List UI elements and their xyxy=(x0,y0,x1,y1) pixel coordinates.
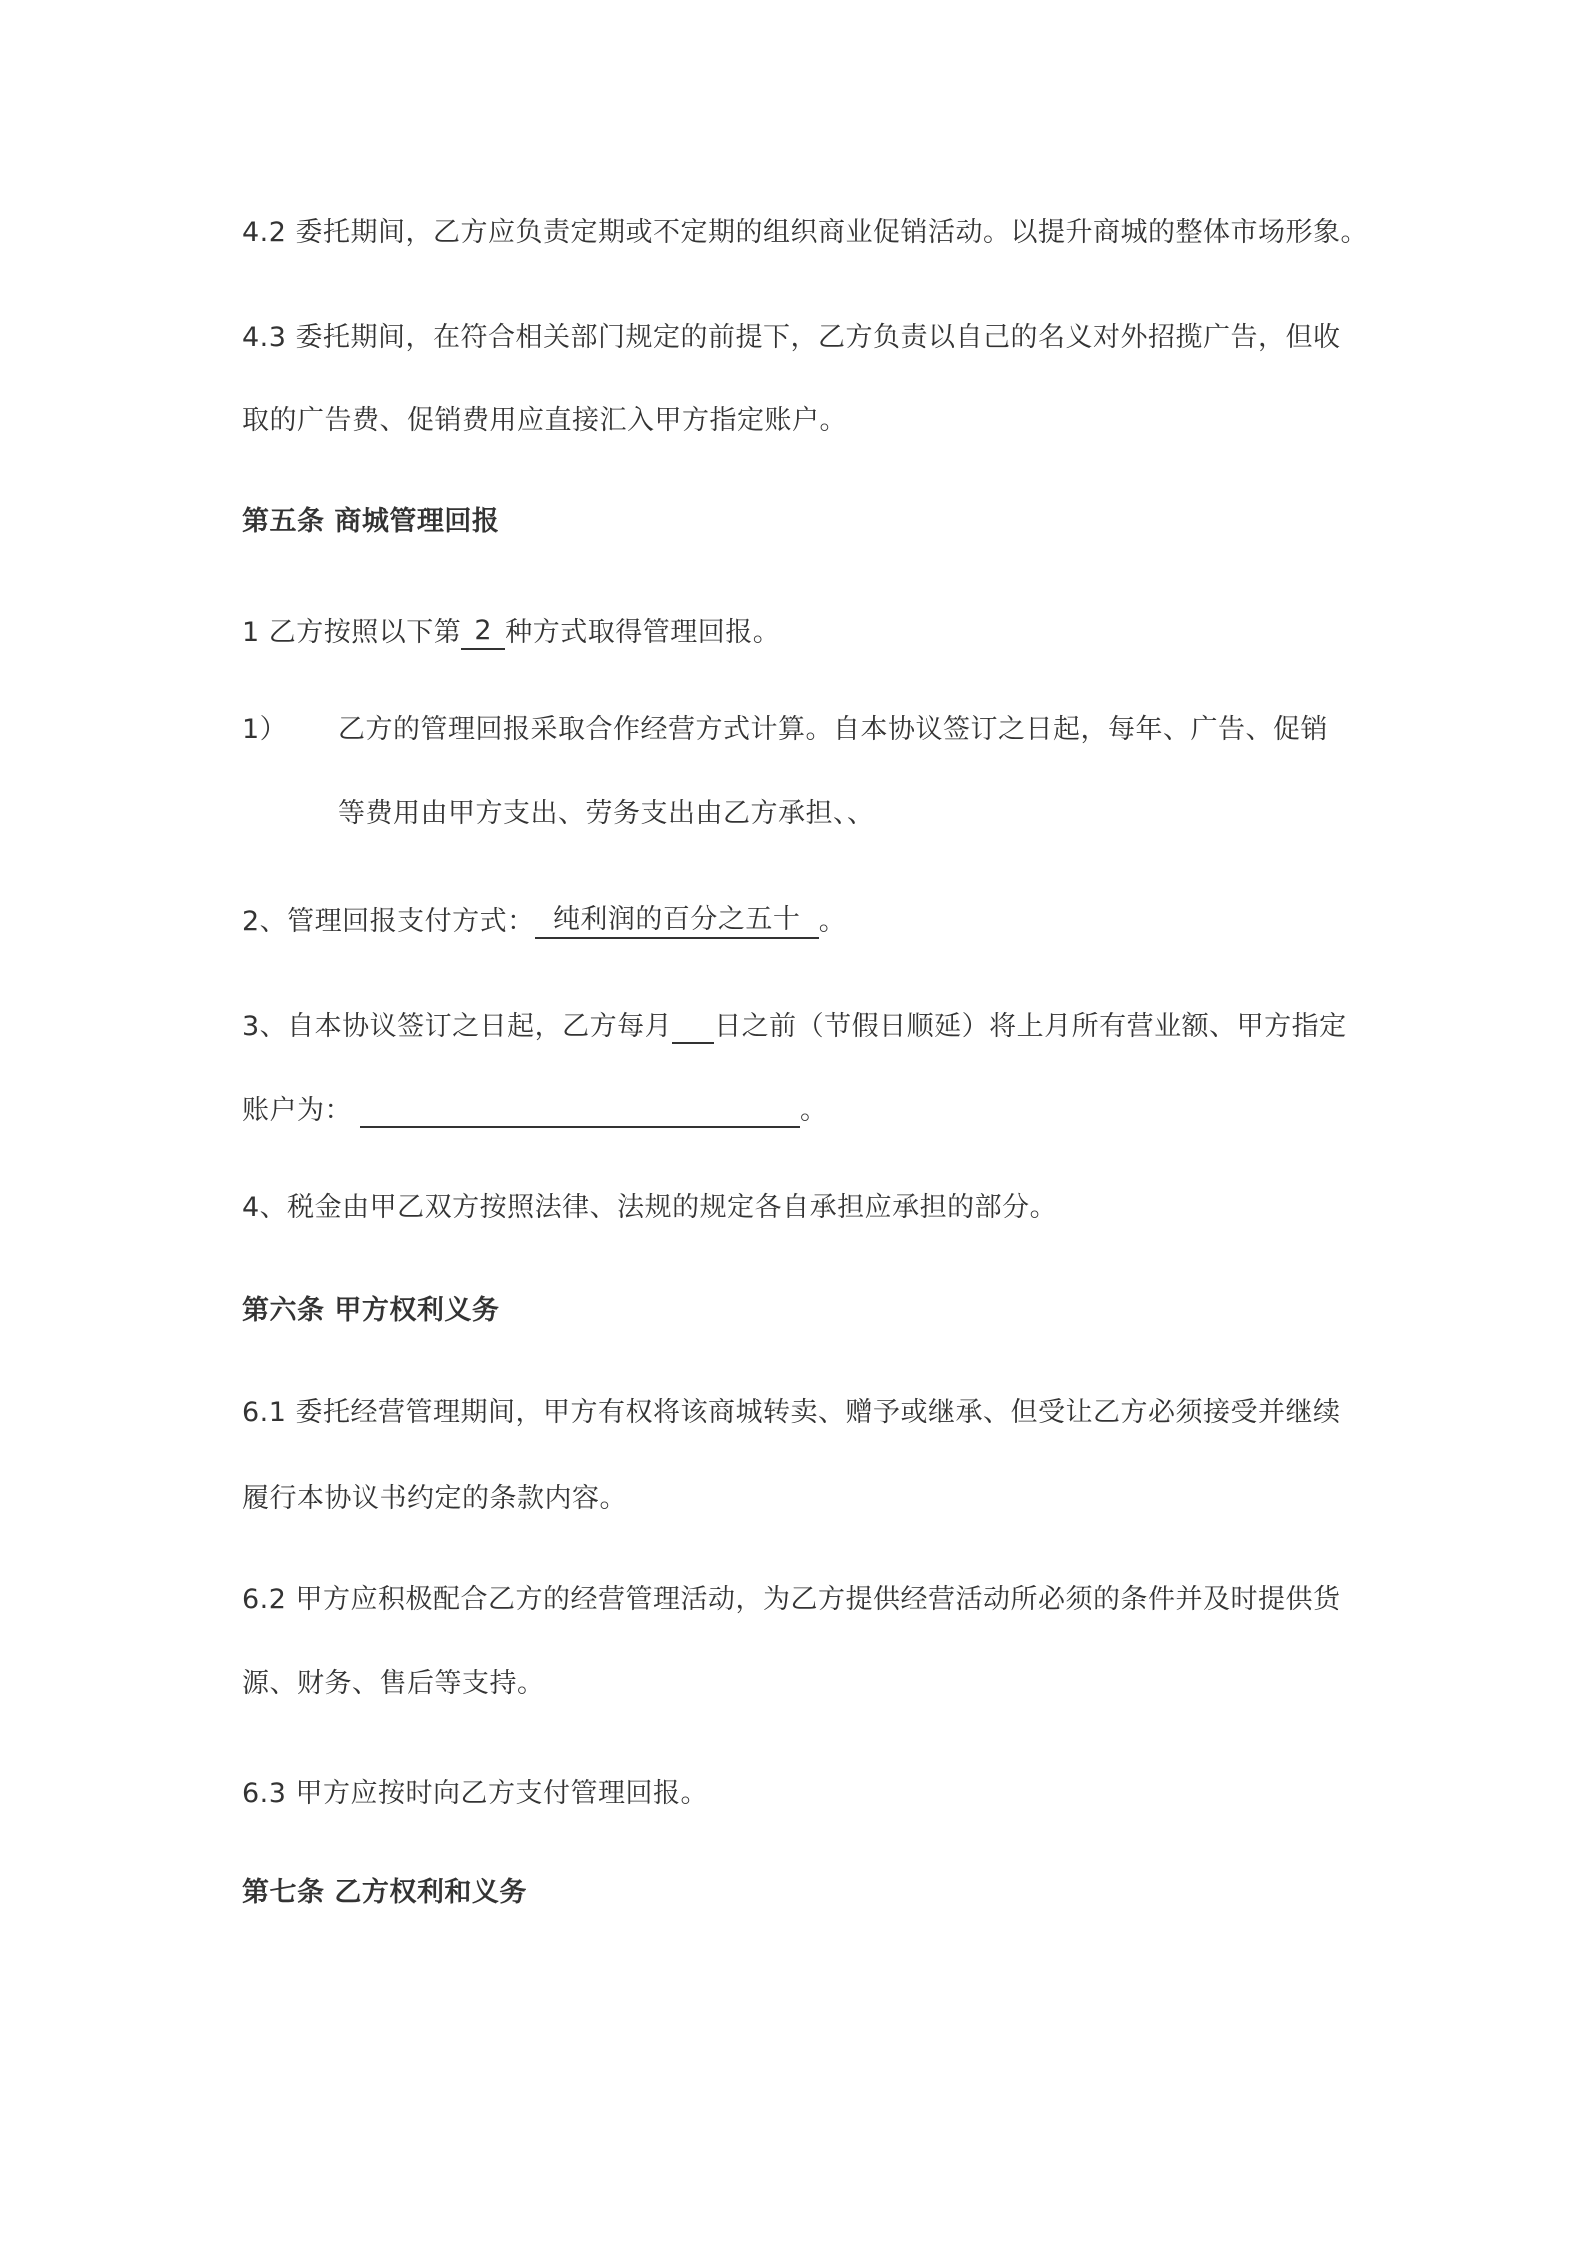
clause-4-2: 4.2 委托期间，乙方应负责定期或不定期的组织商业促销活动。以提升商城的整体市场形象。 xyxy=(242,217,1369,248)
clause-6-3: 6.3 甲方应按时向乙方支付管理回报。 xyxy=(242,1778,709,1809)
clause-5-3-line2 xyxy=(242,1094,828,1128)
clause-5-2-suffix: 。 xyxy=(818,906,847,937)
clause-4-3-line1: 4.3 委托期间，在符合相关部门规定的前提下，乙方负责以自己的名义对外招揽广告，但收 xyxy=(242,322,1341,353)
account-blank xyxy=(360,1126,800,1128)
clause-5-1-suffix: 种方式取得管理回报。 xyxy=(505,617,781,648)
article-7-heading: 第七条 乙方权利和义务 xyxy=(242,1877,527,1908)
clause-5-2 xyxy=(242,903,846,939)
clause-5-4: 4、税金由甲乙双方按照法律、法规的规定各自承担应承担的部分。 xyxy=(242,1192,1058,1223)
clause-5-3-suffix: 日之前（节假日顺延）将上月所有营业额、甲方指定 xyxy=(714,1011,1347,1042)
clause-6-1-line2: 履行本协议书约定的条款内容。 xyxy=(242,1483,627,1514)
method-number-blank: 2 xyxy=(461,614,505,650)
monthly-day-blank xyxy=(672,1042,714,1044)
clause-6-2-line2: 源、财务、售后等支持。 xyxy=(242,1668,545,1699)
clause-5-1 xyxy=(242,614,780,650)
clause-5-1-item1-line1: 乙方的管理回报采取合作经营方式计算。自本协议签订之日起，每年、广告、促销 xyxy=(338,714,1328,745)
clause-6-2-line1: 6.2 甲方应积极配合乙方的经营管理活动，为乙方提供经营活动所必须的条件并及时提供货 xyxy=(242,1584,1341,1615)
clause-5-2-prefix: 2、管理回报支付方式： xyxy=(242,906,535,937)
clause-5-1-item1-line2: 等费用由甲方支出、劳务支出由乙方承担、、 xyxy=(338,798,875,829)
article-6-heading: 第六条 甲方权利义务 xyxy=(242,1295,500,1326)
clause-5-3-prefix: 3、自本协议签订之日起，乙方每月 xyxy=(242,1011,673,1042)
clause-4-3-line2: 取的广告费、促销费用应直接汇入甲方指定账户。 xyxy=(242,405,847,436)
payment-method-blank: 纯利润的百分之五十 xyxy=(535,903,819,939)
clause-5-3-line1 xyxy=(242,1010,1347,1044)
clause-5-1-prefix: 1 乙方按照以下第 xyxy=(242,617,462,648)
clause-5-3b-prefix: 账户为： xyxy=(242,1095,352,1126)
article-5-heading: 第五条 商城管理回报 xyxy=(242,506,500,537)
clause-5-1-item1-number: 1） xyxy=(242,714,288,745)
clause-5-3b-suffix: 。 xyxy=(800,1095,828,1126)
clause-6-1-line1: 6.1 委托经营管理期间，甲方有权将该商城转卖、赠予或继承、但受让乙方必须接受并继续 xyxy=(242,1397,1341,1428)
